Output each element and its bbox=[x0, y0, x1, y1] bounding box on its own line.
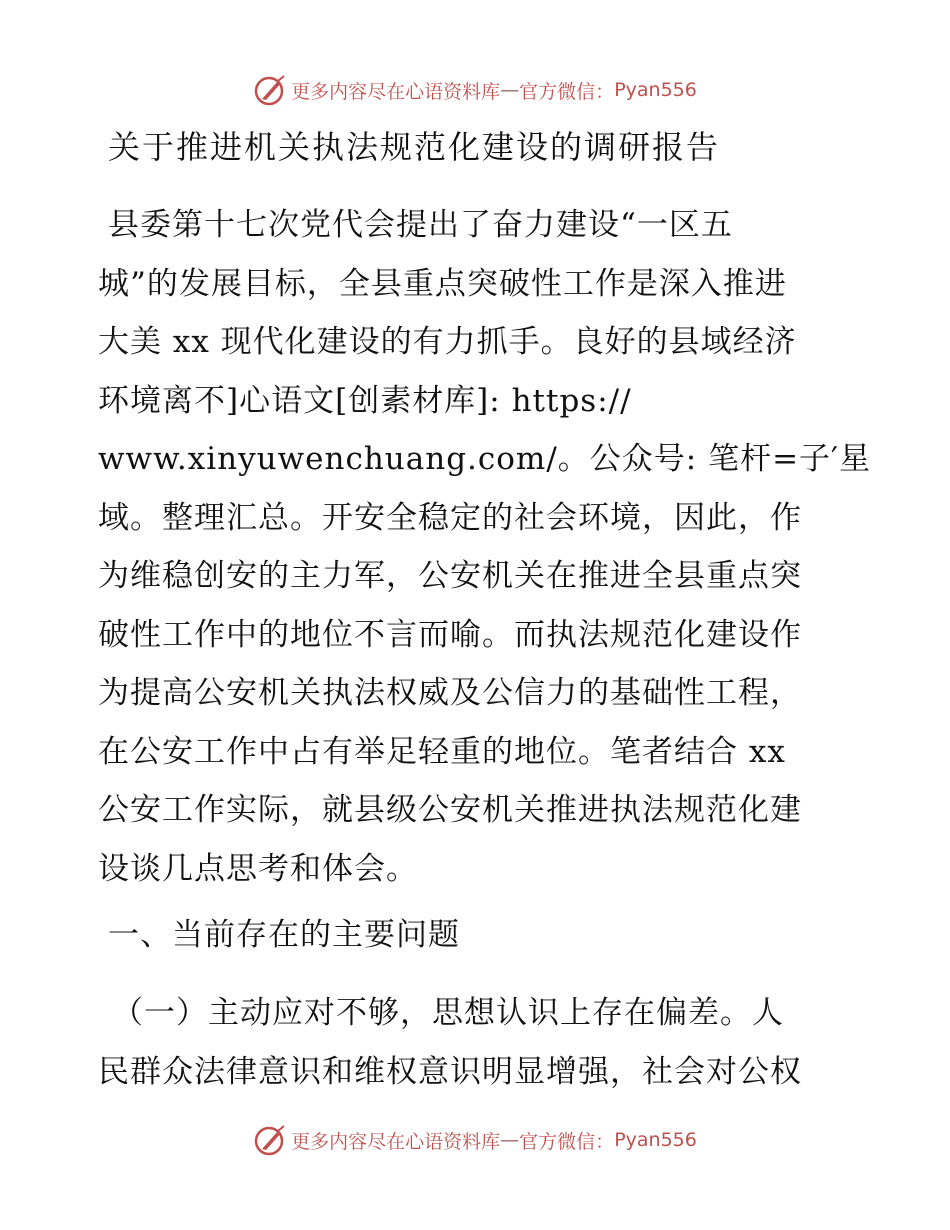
watermark-official-label: 官方微信： bbox=[519, 80, 615, 103]
watermark-wechat-id: Pyan556 bbox=[614, 1129, 697, 1151]
watermark-banner-top bbox=[0, 70, 950, 110]
watermark-main-text: 更多内容尽在心语资料库 bbox=[291, 1130, 501, 1153]
watermark-separator: — bbox=[500, 1129, 520, 1151]
watermark-wechat-id: Pyan556 bbox=[614, 79, 697, 101]
watermark-official-label: 官方微信： bbox=[519, 1130, 615, 1153]
section-heading: 一、当前存在的主要问题 bbox=[108, 917, 460, 953]
intro-line: www.xinyuwenchuang.com/。公众号: 笔杆=子′星 bbox=[98, 441, 872, 477]
intro-paragraph bbox=[98, 196, 872, 898]
intro-line: 为提高公安机关执法权威及公信力的基础性工程， bbox=[98, 675, 802, 711]
section-line: 民群众法律意识和维权意识明显增强，社会对公权 bbox=[98, 1053, 802, 1090]
document-title: 关于推进机关执法规范化建设的调研报告 bbox=[108, 128, 721, 166]
intro-line: 城”的发展目标，全县重点突破性工作是深入推进 bbox=[98, 265, 787, 302]
intro-line: 域。整理汇总。开安全稳定的社会环境，因此，作 bbox=[98, 499, 802, 536]
intro-line: 环境离不]心语文[创素材库]: https:// bbox=[98, 382, 632, 419]
intro-line: 公安工作实际，就县级公安机关推进执法规范化建 bbox=[98, 792, 802, 828]
quill-circle-icon bbox=[253, 73, 287, 107]
watermark-main-text: 更多内容尽在心语资料库 bbox=[291, 80, 501, 103]
intro-line: 大美 xx 现代化建设的有力抓手。良好的县域经济 bbox=[98, 324, 797, 360]
quill-circle-icon bbox=[253, 1123, 287, 1157]
section-line: （一）主动应对不够，思想认识上存在偏差。人 bbox=[112, 995, 784, 1031]
intro-line: 为维稳创安的主力军，公安机关在推进全县重点突 bbox=[98, 558, 802, 594]
watermark-separator: — bbox=[500, 79, 520, 101]
watermark-banner-bottom bbox=[0, 1120, 950, 1160]
intro-line: 县委第十七次党代会提出了奋力建设“一区五 bbox=[108, 207, 733, 243]
intro-line: 破性工作中的地位不言而喻。而执法规范化建设作 bbox=[98, 616, 802, 653]
intro-line: 在公安工作中占有举足轻重的地位。笔者结合 xx bbox=[98, 733, 786, 770]
intro-line: 设谈几点思考和体会。 bbox=[98, 850, 418, 887]
section-paragraph bbox=[98, 984, 858, 1101]
